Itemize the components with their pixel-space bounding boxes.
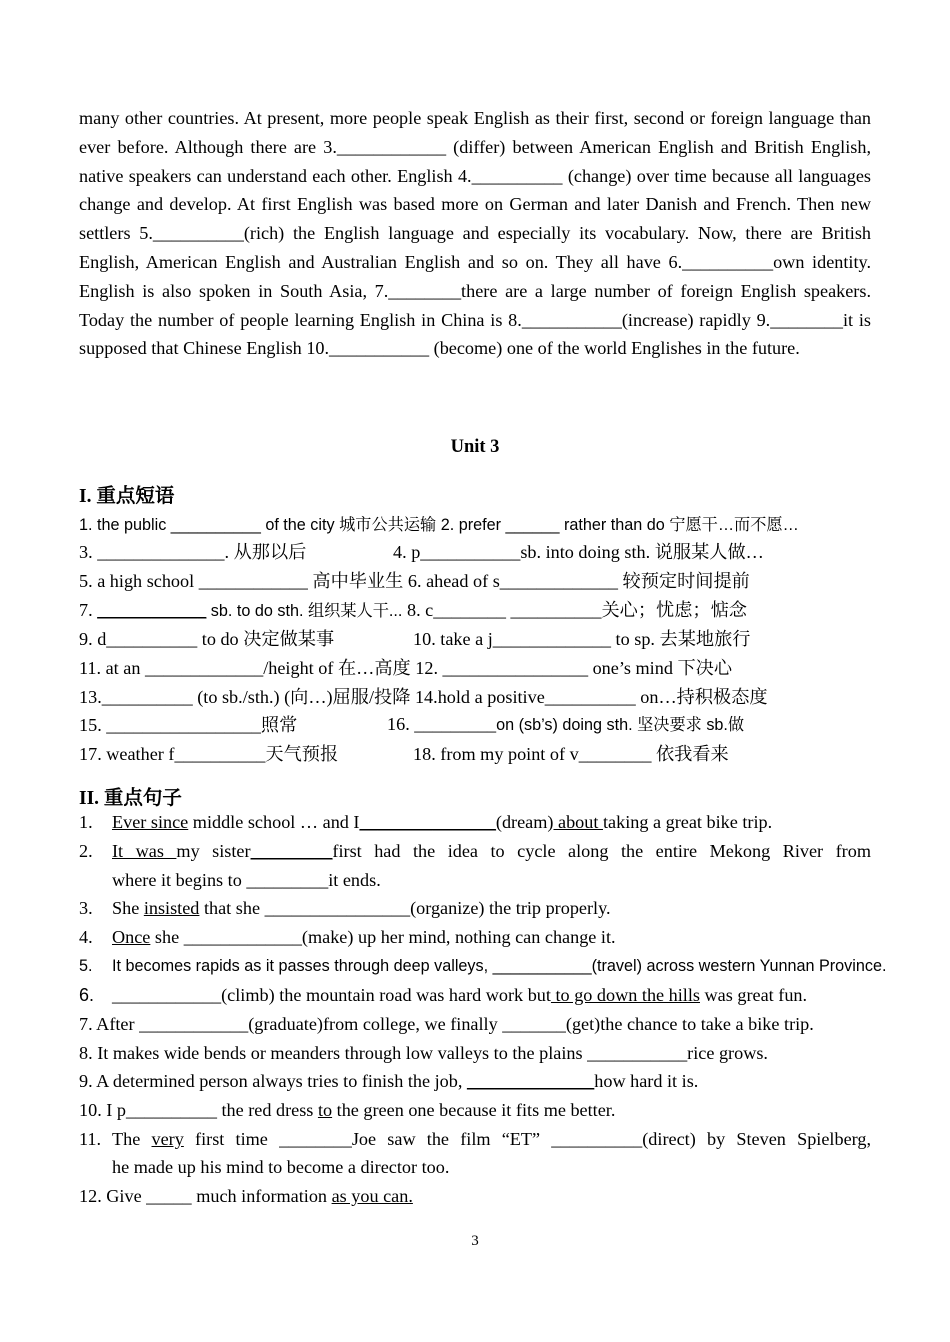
phrase-7-text: sb. to do sth. 组织某人干... bbox=[206, 602, 403, 620]
sentence-part: The bbox=[112, 1129, 152, 1149]
sentence-8: 8. It makes wide bends or meanders through low valleys to the plains ___________rice grows. bbox=[79, 1043, 768, 1063]
phrase-row-6: 11. at an _____________/height of 在…高度 12. ________________ one’s mind 下决心 bbox=[79, 658, 733, 678]
sentence-part: It becomes rapids as it passes through deep valleys, ___________(travel) across western Yunnan Province. bbox=[112, 957, 887, 975]
phrase-16 bbox=[387, 711, 744, 735]
sentence-1 bbox=[79, 812, 772, 833]
sentence-part: was great fun. bbox=[700, 985, 808, 1005]
sentence-number: 3. bbox=[79, 898, 93, 918]
phrase-17: 17. weather f__________天气预报 bbox=[79, 744, 339, 764]
phrase-row-4 bbox=[79, 596, 747, 622]
phrase-7-prefix: 7. bbox=[79, 600, 98, 620]
sentence-part: Ever since bbox=[112, 812, 189, 832]
phrase-row-9 bbox=[79, 740, 729, 766]
phrase-9: 9. d__________ to do 决定做某事 bbox=[79, 629, 335, 649]
section-heading-phrases: I. 重点短语 bbox=[79, 486, 175, 507]
sentence-blank: ______________ bbox=[466, 1071, 595, 1091]
sentence-part: the green one because it fits me better. bbox=[332, 1100, 616, 1120]
phrase-3: 3. ______________. 从那以后 bbox=[79, 542, 307, 562]
sentence-4 bbox=[79, 927, 616, 948]
sentence-2-number: 2. bbox=[79, 841, 93, 861]
sentence-part: she _____________(make) up her mind, nothing can change it. bbox=[150, 927, 616, 947]
phrase-row-1: 1. the public __________ of the city 城市公共运输 2. prefer ______ rather than do 宁愿干…而不愿… bbox=[79, 516, 799, 534]
sentence-part: She bbox=[112, 898, 144, 918]
unit-heading: Unit 3 bbox=[450, 437, 500, 457]
phrase-row-2 bbox=[79, 538, 764, 564]
sentence-number: 4. bbox=[79, 927, 93, 947]
phrase-15: 15. _________________照常 bbox=[79, 715, 298, 735]
sentence-part: very bbox=[151, 1129, 184, 1149]
sentence-blank: _______________ bbox=[359, 812, 496, 832]
phrase-7-blank: ____________ bbox=[97, 600, 207, 620]
phrase-row-8 bbox=[79, 711, 745, 737]
sentence-5 bbox=[79, 957, 886, 976]
phrase-row-3: 5. a high school ____________ 高中毕业生 6. ahead of s_____________ 较预定时间提前 bbox=[79, 571, 750, 591]
sentence-part: first time ________Joe saw the film “ET” __________(direct) by Steven Spielberg, bbox=[183, 1129, 872, 1149]
sentence-11-number: 11. bbox=[79, 1129, 102, 1149]
sentence-9 bbox=[79, 1071, 698, 1092]
sentence-2-line1 bbox=[112, 841, 871, 862]
sentence-number: 6. bbox=[79, 985, 95, 1005]
phrase-row-7: 13.__________ (to sb./sth.) (向…)屈服/投降 14.hold a positive__________ on…持积极态度 bbox=[79, 687, 768, 707]
phrase-4: 4. p___________sb. into doing sth. 说服某人做… bbox=[393, 542, 764, 562]
sentence-part: 12. Give _____ much information bbox=[79, 1186, 332, 1206]
sentence-part: taking a great bike trip. bbox=[602, 812, 773, 832]
section-heading-sentences: II. 重点句子 bbox=[79, 788, 182, 809]
sentence-part: how hard it is. bbox=[594, 1071, 699, 1091]
phrase-10: 10. take a j_____________ to sp. 去某地旅行 bbox=[413, 629, 751, 649]
sentence-part: It was bbox=[112, 841, 177, 861]
sentence-part: my sister bbox=[176, 841, 251, 861]
phrase-row-5 bbox=[79, 625, 751, 651]
sentence-number: 1. bbox=[79, 812, 93, 832]
sentence-part: as you can. bbox=[331, 1186, 413, 1206]
sentence-10 bbox=[79, 1100, 615, 1121]
sentence-part: about bbox=[553, 812, 603, 832]
sentence-12 bbox=[79, 1186, 413, 1207]
sentence-7: 7. After ____________(graduate)from college, we finally _______(get)the chance to take a bike trip. bbox=[79, 1014, 814, 1034]
sentence-part: middle school … and I bbox=[188, 812, 360, 832]
sentence-part: 9. A determined person always tries to finish the job, bbox=[79, 1071, 467, 1091]
sentence-part: first had the idea to cycle along the entire Mekong River from bbox=[332, 841, 871, 861]
sentence-part: Once bbox=[112, 927, 151, 947]
sentence-part: (dream) bbox=[495, 812, 554, 832]
sentence-11-line1 bbox=[112, 1129, 871, 1150]
phrase-8: 8. c________ __________关心；忧虑；惦念 bbox=[406, 600, 747, 620]
phrase-18: 18. from my point of v________ 依我看来 bbox=[413, 744, 729, 764]
sentence-blank: _________ bbox=[250, 841, 333, 861]
sentence-3 bbox=[79, 898, 611, 919]
sentence-part: 10. I p__________ the red dress bbox=[79, 1100, 318, 1120]
sentence-2-line2: where it begins to _________it ends. bbox=[112, 870, 381, 890]
sentence-part: to go down the hills bbox=[550, 985, 700, 1005]
sentence-part: to bbox=[317, 1100, 333, 1120]
page-number: 3 bbox=[471, 1233, 479, 1249]
sentence-part: that she ________________(organize) the trip properly. bbox=[199, 898, 611, 918]
sentence-11-line2: he made up his mind to become a director too. bbox=[112, 1157, 450, 1177]
sentence-part: ____________(climb) the mountain road was hard work but bbox=[112, 985, 551, 1005]
phrase-16-blank: 16. _________ bbox=[387, 714, 497, 734]
phrase-16-text: on (sb’s) doing sth. 坚决要求 sb.做 bbox=[496, 716, 745, 734]
passage-paragraph: many other countries. At present, more people speak English as their first, second or foreign language than ever before. Although there are 3.____________ (differ) between American English and British English, native speakers can understand each other. English 4.__________ (change) over time because all languages change and develop. At first English was based more on German and later Danish and French. Then new settlers 5.__________(rich) the English language and especially its vocabulary. Now, there are British English, American English and Australian English and so on. They all have 6.__________own identity. English is also spoken in South Asia, 7.________there are a large number of foreign English speakers. Today the number of people learning English in China is 8.___________(increase) rapidly 9.________it is supposed that Chinese English 10.___________ (become) one of the world Englishes in the future. bbox=[79, 108, 871, 359]
sentence-part: insisted bbox=[143, 898, 200, 918]
sentence-number: 5. bbox=[79, 957, 93, 975]
sentence-6 bbox=[79, 985, 807, 1006]
